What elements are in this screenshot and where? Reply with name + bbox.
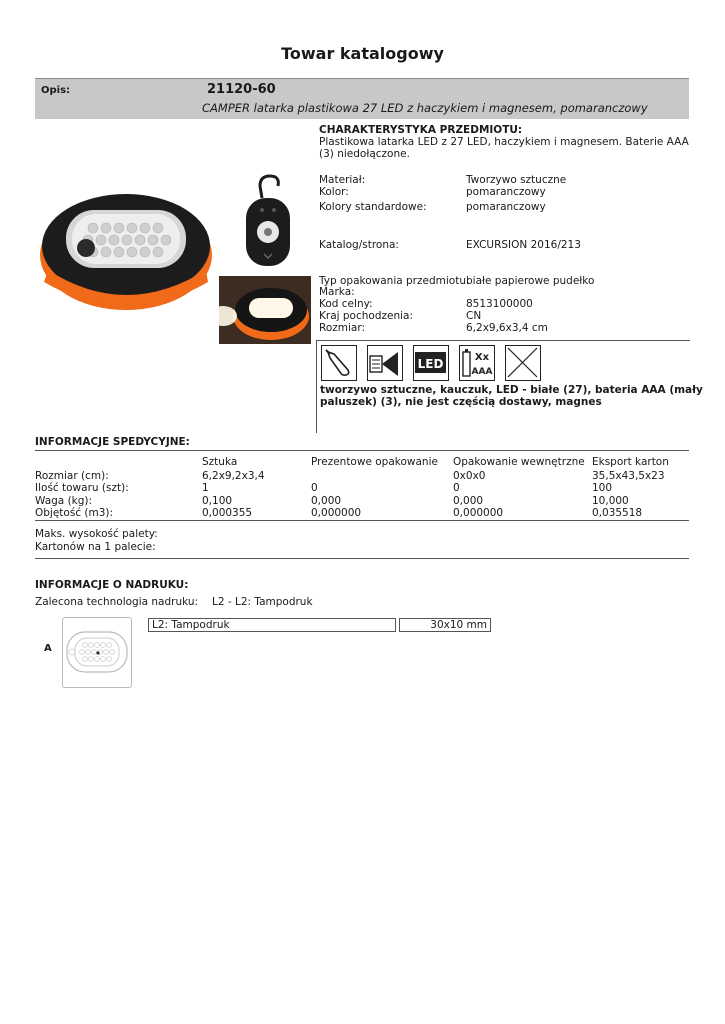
- svg-text:Xx: Xx: [474, 352, 490, 363]
- page-title: Towar katalogowy: [281, 44, 444, 63]
- materials-text-1: tworzywo sztuczne, kauczuk, LED - białe (27), bateria AAA (mały: [320, 384, 703, 396]
- standard-colors-label: Kolory standardowe:: [319, 201, 427, 213]
- shipping-top-rule: [35, 450, 689, 451]
- shipping-cell: 6,2x9,2x3,4: [202, 470, 265, 482]
- svg-text:AAA: AAA: [471, 367, 493, 377]
- customs-code-label: Kod celny:: [319, 298, 373, 310]
- printing-heading: INFORMACJE O NADRUKU:: [35, 579, 189, 591]
- opis-label: Opis:: [41, 85, 71, 96]
- shipping-col-export-carton: Eksport karton: [592, 456, 669, 468]
- material-icons-box: [316, 340, 703, 433]
- product-code: 21120-60: [207, 82, 276, 97]
- shipping-cell: 1: [202, 482, 209, 494]
- packaging-type-value: białe papierowe pudełko: [466, 275, 595, 287]
- shipping-row-label: Waga (kg):: [35, 495, 93, 507]
- size-label: Rozmiar:: [319, 322, 366, 334]
- shipping-cell: 0,000: [453, 495, 484, 507]
- characteristics-text-1: Plastikowa latarka LED z 27 LED, haczykiem i magnesem. Baterie AAA: [319, 136, 689, 148]
- shipping-cell: 100: [592, 482, 613, 494]
- characteristics-heading: CHARAKTERYSTYKA PRZEDMIOTU:: [319, 124, 523, 136]
- shipping-row-label: Ilość towaru (szt):: [35, 482, 129, 494]
- shipping-cell: 0,035518: [592, 507, 643, 519]
- brand-label: Marka:: [319, 286, 355, 298]
- cartons-per-pallet-label: Kartonów na 1 palecie:: [35, 541, 156, 553]
- description-bar: [35, 78, 689, 119]
- print-method-box: L2: Tampodruk: [148, 618, 396, 632]
- print-size-box: 30x10 mm: [399, 618, 491, 632]
- shipping-col-gift-pack: Prezentowe opakowanie: [311, 456, 438, 468]
- shipping-cell: 0,000: [311, 495, 342, 507]
- product-image-lit: [219, 276, 311, 344]
- color-label: Kolor:: [319, 186, 349, 198]
- battery-aaa-icon: [459, 345, 495, 381]
- origin-country-label: Kraj pochodzenia:: [319, 310, 414, 322]
- shipping-cell: 0,100: [202, 495, 233, 507]
- pallet-height-label: Maks. wysokość palety:: [35, 528, 158, 540]
- material-label: Materiał:: [319, 174, 366, 186]
- shipping-row-label: Objętość (m3):: [35, 507, 114, 519]
- print-position-thumbnail: [62, 617, 132, 688]
- shipping-mid-rule: [35, 520, 689, 521]
- shipping-col-sztuka: Sztuka: [202, 456, 238, 468]
- origin-country-value: CN: [466, 310, 482, 322]
- led-icon: [413, 345, 449, 381]
- shipping-cell: 10,000: [592, 495, 629, 507]
- product-image-back: [240, 172, 296, 272]
- shipping-cell: 0: [311, 482, 318, 494]
- print-position-letter: A: [44, 643, 52, 654]
- catalog-value: EXCURSION 2016/213: [466, 239, 581, 251]
- shipping-row-label: Rozmiar (cm):: [35, 470, 109, 482]
- shipping-heading: INFORMACJE SPEDYCYJNE:: [35, 436, 190, 448]
- shipping-cell: 0,000000: [311, 507, 362, 519]
- shipping-cell: 0x0x0: [453, 470, 486, 482]
- color-value: pomaranczowy: [466, 186, 546, 198]
- shipping-bottom-rule: [35, 558, 689, 559]
- standard-colors-value: pomaranczowy: [466, 201, 546, 213]
- shipping-col-inner-pack: Opakowanie wewnętrzne: [453, 456, 585, 468]
- materials-text-2: paluszek) (3), nie jest częścią dostawy, magnes: [320, 396, 602, 408]
- product-description: CAMPER latarka plastikowa 27 LED z haczykiem i magnesem, pomaranczowy: [202, 101, 648, 115]
- not-included-icon: [505, 345, 541, 381]
- packaging-type-label: Typ opakowania przedmiotu:: [319, 275, 470, 287]
- print-tech-label: Zalecona technologia nadruku:: [35, 596, 199, 608]
- shipping-cell: 0,000000: [453, 507, 504, 519]
- plastic-bottle-icon: [321, 345, 357, 381]
- svg-text:LED: LED: [417, 357, 444, 371]
- customs-code-value: 8513100000: [466, 298, 533, 310]
- shipping-cell: 0: [453, 482, 460, 494]
- print-tech-value: L2 - L2: Tampodruk: [212, 596, 313, 608]
- shipping-cell: 0,000355: [202, 507, 253, 519]
- characteristics-text-2: (3) niedołączone.: [319, 148, 410, 160]
- material-value: Tworzywo sztuczne: [466, 174, 567, 186]
- size-value: 6,2x9,6x3,4 cm: [466, 322, 548, 334]
- shipping-cell: 35,5x43,5x23: [592, 470, 665, 482]
- rubber-knife-icon: [367, 345, 403, 381]
- catalog-label: Katalog/strona:: [319, 239, 399, 251]
- product-image-main: [38, 170, 218, 320]
